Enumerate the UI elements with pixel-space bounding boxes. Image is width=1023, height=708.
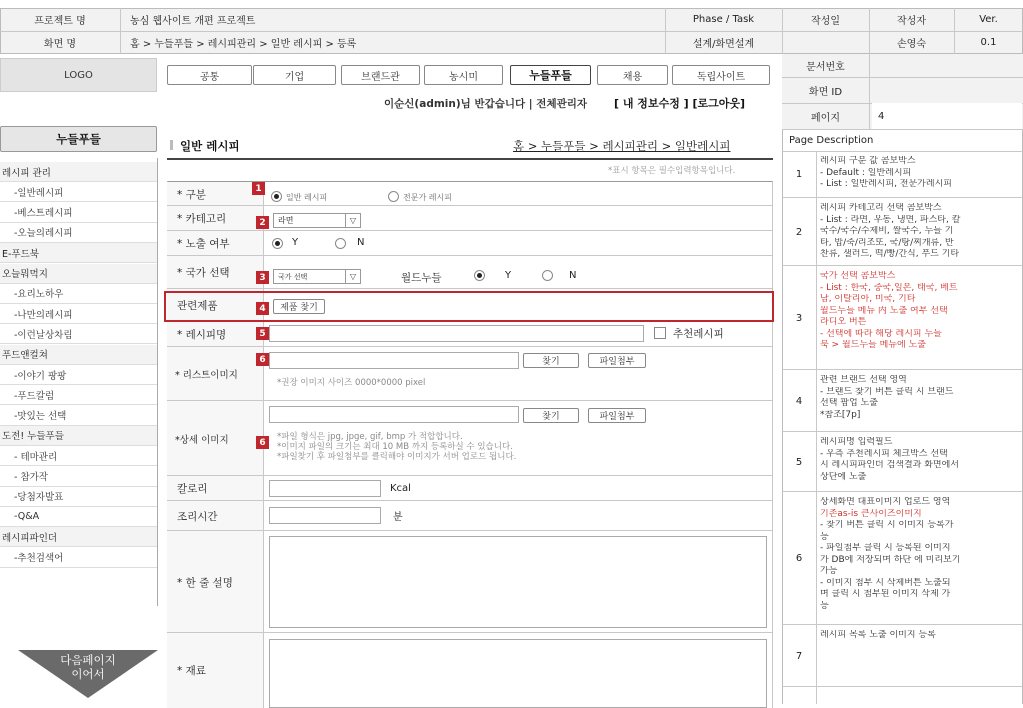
sidebar-item[interactable]: -맛있는 선택 xyxy=(0,406,157,426)
world-noodle-label: 월드누들 xyxy=(401,272,442,284)
desc-line: 타, 밥/죽/리조또, 국/탕/찌개류, 반 xyxy=(820,237,954,248)
detail-image-attach-button[interactable]: 파일첨부 xyxy=(588,408,646,423)
world-radio-no[interactable] xyxy=(542,270,553,281)
sidebar-section[interactable]: 오늘뭐먹지 xyxy=(0,264,157,284)
desc-number: 3 xyxy=(795,312,803,324)
screen-id-label: 화면 ID xyxy=(808,86,843,98)
date-value xyxy=(782,31,869,54)
desc-line: 남, 이탈리아, 미국, 기타 xyxy=(820,294,916,304)
desc-text xyxy=(820,497,1020,612)
nav-tab-4[interactable]: 누들푸들 xyxy=(510,65,591,85)
desc-line: 라디오 버튼 xyxy=(820,317,867,327)
desc-line: 상세화면 대표이미지 업로드 영역 xyxy=(820,497,951,507)
recommend-checkbox[interactable] xyxy=(654,327,666,339)
desc-text xyxy=(820,630,1020,642)
ver-label: Ver. xyxy=(979,14,998,25)
nav-tab-3[interactable]: 농시미 xyxy=(424,65,503,85)
breadcrumb[interactable]: 홈 > 누들푸들 > 레시피관리 > 일반레시피 xyxy=(513,139,731,153)
desc-line: *참조[7p] xyxy=(820,409,861,420)
page-desc-label: Page Description xyxy=(789,135,874,146)
required-note: *표시 항목은 필수입력항목입니다. xyxy=(608,166,736,176)
author-value: 손영숙 xyxy=(897,39,926,50)
category-select-value: 라면 xyxy=(278,216,294,225)
cook-time-input[interactable] xyxy=(269,507,381,524)
cook-time-unit: 분 xyxy=(393,512,403,523)
desc-text xyxy=(820,203,1020,261)
sidebar-item[interactable]: -푸드칼럼 xyxy=(0,385,157,405)
exposure-yes-label: Y xyxy=(292,237,299,248)
type-label: * 구분 xyxy=(167,182,264,206)
doc-no-label: 문서번호 xyxy=(806,62,845,73)
sidebar-item[interactable]: - 참가작 xyxy=(0,467,157,487)
category-select[interactable] xyxy=(273,213,361,228)
nav-tab-6[interactable]: 독립사이트 xyxy=(672,65,770,85)
desc-line: 가 DB에 저장되며 하단 에 미리보기 xyxy=(820,554,961,565)
summary-label: * 한 줄 설명 xyxy=(167,531,264,633)
summary-textarea[interactable] xyxy=(269,536,767,628)
desc-line: 레시피명 입력필드 xyxy=(820,437,893,447)
next-page-text: 다음페이지 이어서 xyxy=(60,653,116,681)
cook-time-label: 조리시간 xyxy=(167,501,264,531)
desc-number: 5 xyxy=(795,456,803,468)
chevron-down-icon: ▽ xyxy=(345,270,360,283)
desc-line: - List : 일반레시피, 전문가레시피 xyxy=(820,179,952,189)
screen-label: 화면 명 xyxy=(43,39,77,50)
type-option-expert: 전문가 레시피 xyxy=(403,193,452,202)
country-select-value: 국가 선택 xyxy=(278,272,308,281)
desc-line: 상단에 노출 xyxy=(820,471,867,482)
sidebar-section[interactable]: 푸드앤컬쳐 xyxy=(0,345,157,365)
author-label: 작성자 xyxy=(897,16,926,27)
nav-tab-1[interactable]: 기업 xyxy=(253,65,336,85)
desc-number: 2 xyxy=(795,226,803,238)
desc-text xyxy=(820,375,1020,421)
desc-line: 능 xyxy=(820,531,829,542)
detail-hint-3: *파일찾기 후 파일첨부를 클릭해야 이미지가 서버 업로드 됩니다. xyxy=(277,452,517,462)
desc-line: 레시피 구분 값 콤보박스 xyxy=(820,156,916,166)
project-value: 농심 웹사이트 개편 프로젝트 xyxy=(130,16,256,27)
desc-text xyxy=(820,271,1020,352)
list-image-hint: *권장 이미지 사이즈 0000*0000 pixel xyxy=(277,378,426,388)
desc-line: - 브랜드 찾기 버튼 클릭 시 브랜드 xyxy=(820,386,954,397)
sidebar-item[interactable]: -추천검색어 xyxy=(0,548,157,568)
desc-line: 북 > 월드누들 메뉴에 노출 xyxy=(820,340,926,350)
type-option-general: 일반 레시피 xyxy=(286,193,328,202)
name-label: * 레시피명 xyxy=(167,321,264,347)
desc-line: 레시피 목록 노출 이미지 등록 xyxy=(820,630,936,640)
desc-number: 7 xyxy=(795,650,803,662)
world-no-label: N xyxy=(569,270,577,281)
find-product-button[interactable]: 제품 찾기 xyxy=(273,299,325,314)
recipe-name-input[interactable] xyxy=(269,325,644,342)
desc-number: 6 xyxy=(795,553,803,564)
page-title: 일반 레시피 xyxy=(180,139,240,153)
desc-line: - 파일첨부 클릭 시 등록된 이미지 xyxy=(820,543,951,553)
desc-line: 찬류, 샐러드, 떡/빵/간식, 푸드 기타 xyxy=(820,249,960,259)
nav-tab-2[interactable]: 브랜드관 xyxy=(341,65,420,85)
detail-image-input[interactable] xyxy=(269,406,519,423)
calorie-input[interactable] xyxy=(269,480,381,497)
desc-text xyxy=(820,156,1020,191)
sidebar-item[interactable]: -베스트레시피 xyxy=(0,203,157,223)
desc-line: 선택 팝업 노출 xyxy=(820,398,878,408)
country-label: * 국가 선택 xyxy=(167,256,264,289)
marker-6b: 6 xyxy=(256,436,269,449)
date-label: 작성일 xyxy=(811,16,840,27)
desc-line: - List : 한국, 중국,일본, 태국, 베트 xyxy=(820,282,958,293)
desc-line: - 찾기 버튼 클릭 시 이미지 등록가 xyxy=(820,520,954,530)
desc-number: 4 xyxy=(795,395,803,407)
screen-value: 홈 > 누들푸들 > 레시피관리 > 일반 레시피 > 등록 xyxy=(130,39,357,50)
desc-line: 레시피 카테고리 선택 콤보박스 xyxy=(820,203,942,213)
sidebar-item[interactable]: -당첨자발표 xyxy=(0,487,157,507)
type-radio-expert[interactable] xyxy=(388,191,399,202)
chevron-down-icon: ▽ xyxy=(345,214,360,227)
sidebar-section[interactable]: 레시피파인더 xyxy=(0,527,157,547)
sidebar-section[interactable]: E-푸드북 xyxy=(0,243,157,263)
desc-line: 관련 브랜드 선택 영역 xyxy=(820,375,907,385)
sidebar-item[interactable]: -Q&A xyxy=(0,507,157,527)
sidebar-section[interactable]: 레시피 관리 xyxy=(0,162,157,182)
desc-line: 가능 xyxy=(820,566,838,576)
exposure-label: * 노출 여부 xyxy=(167,231,264,256)
desc-line: 국수/국수/수제비, 쌀국수, 누들 기 xyxy=(820,226,954,236)
detail-image-find-button[interactable]: 찾기 xyxy=(523,408,579,423)
exposure-radio-no[interactable] xyxy=(335,238,346,249)
category-label: * 카테고리 xyxy=(167,206,264,231)
exposure-radio-yes[interactable] xyxy=(272,238,283,249)
list-image-label: * 리스트이미지 xyxy=(167,347,264,401)
sidebar-section[interactable]: 도전! 누들푸들 xyxy=(0,426,157,446)
calorie-unit: Kcal xyxy=(390,483,411,494)
sidebar-item[interactable]: -이런날상차림 xyxy=(0,324,157,344)
related-label: 관련제품 xyxy=(167,289,264,321)
calorie-label: 칼로리 xyxy=(167,476,264,501)
ingredients-label: * 재료 xyxy=(167,633,264,708)
page-label: 페이지 xyxy=(811,112,840,124)
desc-number: 1 xyxy=(795,169,803,180)
desc-line: - Default : 일반레시피 xyxy=(820,167,912,178)
phase-label: Phase / Task xyxy=(692,14,755,25)
marker-5: 5 xyxy=(256,327,269,340)
nav-tab-0[interactable]: 공통 xyxy=(167,65,252,85)
marker-6: 6 xyxy=(256,353,269,366)
list-image-find-button[interactable]: 찾기 xyxy=(523,353,579,368)
detail-image-label: *상세 이미지 xyxy=(167,401,264,476)
phase-value: 설계/화면설계 xyxy=(692,39,755,50)
marker-4: 4 xyxy=(256,302,269,315)
exposure-no-label: N xyxy=(357,237,365,248)
detail-hint-1: *파일 형식은 jpg, jpge, gif, bmp 가 적합합니다. xyxy=(277,432,463,442)
desc-line: 기존as-is 큰사이즈이미지 xyxy=(820,508,922,519)
marker-1: 1 xyxy=(252,182,265,195)
marker-2: 2 xyxy=(256,216,269,229)
sidebar-item[interactable]: - 테마관리 xyxy=(0,446,157,466)
country-select[interactable] xyxy=(273,269,361,284)
user-links[interactable]: [ 내 정보수정 ] [로그아웃] xyxy=(614,97,746,110)
sidebar-item[interactable]: -오늘의레시피 xyxy=(0,223,157,243)
desc-line: 월드누들 메뉴 内 노출 여부 선택 xyxy=(820,305,948,316)
desc-line: 국가 선택 콤보박스 xyxy=(820,271,896,281)
page-value: 4 xyxy=(872,103,1022,129)
next-page-arrow xyxy=(18,650,158,698)
world-yes-label: Y xyxy=(505,270,512,281)
marker-3: 3 xyxy=(256,271,269,284)
sidebar-title: 누들푸들 xyxy=(0,126,157,152)
world-radio-yes[interactable] xyxy=(474,270,485,281)
user-greeting: 이순신(admin)님 반갑습니다 | 전체관리자 xyxy=(384,98,588,110)
desc-line: - 선택에 따라 해당 레시피 누들 xyxy=(820,328,942,339)
detail-hint-2: *이미지 파일의 크기는 최대 10 MB 까지 등록하실 수 있습니다. xyxy=(277,442,513,452)
ver-value: 0.1 xyxy=(980,37,997,48)
desc-line: 능 xyxy=(820,600,829,611)
desc-line: 며 클릭 시 첨부된 이미지 삭제 가 xyxy=(820,589,951,599)
desc-line: - List : 라면, 우동, 냉면, 파스타, 칼 xyxy=(820,214,961,225)
sidebar-item[interactable]: -나만의레시피 xyxy=(0,304,157,324)
project-label: 프로젝트 명 xyxy=(34,16,86,27)
list-image-attach-button[interactable]: 파일첨부 xyxy=(588,353,646,368)
sidebar-item[interactable]: -일반레시피 xyxy=(0,182,157,202)
recommend-label: 추천레시피 xyxy=(673,328,724,340)
desc-text xyxy=(820,437,1020,483)
sidebar-item[interactable]: -요리노하우 xyxy=(0,284,157,304)
desc-line: - 이미지 첨부 시 삭제버튼 노출되 xyxy=(820,577,951,588)
logo: LOGO xyxy=(0,58,157,92)
list-image-input[interactable] xyxy=(269,352,519,369)
nav-tab-5[interactable]: 채용 xyxy=(597,65,668,85)
desc-line: - 우측 추천레시피 체크박스 선택 xyxy=(820,448,948,459)
desc-line: 시 레시피파인더 검색결과 화면에서 xyxy=(820,460,959,470)
type-radio-general[interactable] xyxy=(271,191,282,202)
sidebar-item[interactable]: -이야기 팡팡 xyxy=(0,365,157,385)
ingredients-textarea[interactable] xyxy=(269,639,767,708)
